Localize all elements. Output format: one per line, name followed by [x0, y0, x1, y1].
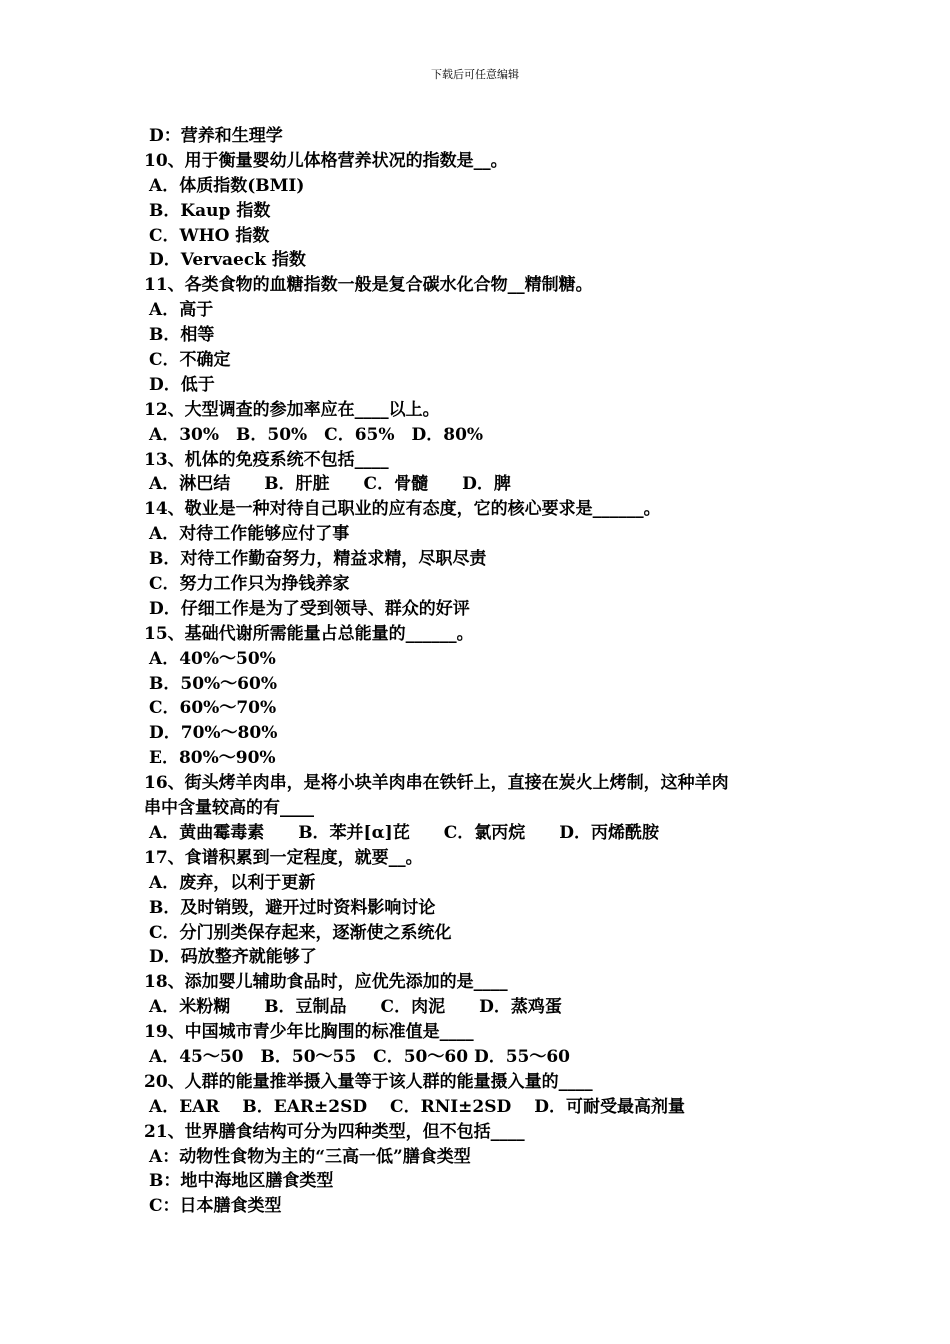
page-header: 下载后可任意编辑: [431, 68, 519, 81]
answer-option: A．对待工作能够应付了事: [149, 524, 350, 545]
question-text: 20、人群的能量推举摄入量等于该人群的能量摄入量的____: [144, 1071, 593, 1092]
answer-option: D：营养和生理学: [149, 126, 283, 146]
answer-option: A．黄曲霉毒素 B．苯并[α]芘 C．氯丙烷 D．丙烯酰胺: [149, 822, 659, 843]
answer-option: A．体质指数(BMI): [149, 175, 305, 196]
answer-option: B．对待工作勤奋努力，精益求精，尽职尽责: [149, 549, 487, 570]
answer-option: B．Kaup 指数: [149, 200, 271, 221]
answer-option: C．努力工作只为挣钱养家: [149, 574, 350, 595]
answer-option: C．分门别类保存起来，逐渐使之系统化: [149, 922, 452, 943]
answer-option: A．45～50 B．50～55 C．50～60 D．55～60: [149, 1046, 571, 1067]
answer-option: A．高于: [149, 300, 214, 321]
answer-option: E．80%～90%: [149, 748, 276, 769]
question-text: 14、敬业是一种对待自己职业的应有态度，它的核心要求是______。: [144, 499, 661, 520]
answer-option: C．60%～70%: [149, 698, 277, 719]
answer-option: A．废弃，以利于更新: [149, 872, 316, 893]
answer-option: C．不确定: [149, 350, 231, 371]
question-text: 16、街头烤羊肉串，是将小块羊肉串在铁钎上，直接在炭火上烤制，这种羊肉: [144, 773, 729, 794]
answer-option: A．30% B．50% C．65% D．80%: [149, 424, 484, 445]
document-body: [144, 124, 824, 1219]
answer-option: B．及时销毁，避开过时资料影响讨论: [149, 897, 436, 918]
question-text: 17、食谱积累到一定程度，就要__。: [144, 847, 423, 868]
answer-option: D．Vervaeck 指数: [149, 250, 306, 271]
answer-option: A：动物性食物为主的“三高一低”膳食类型: [149, 1146, 471, 1167]
answer-option: B：地中海地区膳食类型: [149, 1171, 334, 1192]
question-text: 18、添加婴儿辅助食品时，应优先添加的是____: [144, 972, 508, 993]
answer-option: A．40%～50%: [149, 648, 276, 669]
answer-option: B．50%～60%: [149, 673, 277, 694]
answer-option: D．低于: [149, 374, 215, 395]
answer-option: A．淋巴结 B．肝脏 C．骨髓 D．脾: [149, 474, 511, 495]
question-text: 13、机体的免疫系统不包括____: [144, 449, 389, 470]
answer-option: D．码放整齐就能够了: [149, 947, 317, 968]
question-text: 11、各类食物的血糖指数一般是复合碳水化合物__精制糖。: [144, 275, 593, 296]
question-text: 12、大型调查的参加率应在____以上。: [144, 399, 440, 420]
answer-option: A．米粉糊 B．豆制品 C．肉泥 D．蒸鸡蛋: [149, 997, 562, 1018]
answer-option: C．WHO 指数: [149, 225, 270, 246]
question-text: 19、中国城市青少年比胸围的标准值是____: [144, 1022, 474, 1043]
answer-option: B．相等: [149, 325, 215, 346]
answer-option: D．70%～80%: [149, 723, 278, 744]
question-text: 10、用于衡量婴幼儿体格营养状况的指数是__。: [144, 150, 508, 171]
question-text: 15、基础代谢所需能量占总能量的______。: [144, 623, 474, 644]
answer-option: D．仔细工作是为了受到领导、群众的好评: [149, 598, 470, 619]
answer-option: C：日本膳食类型: [149, 1196, 282, 1217]
question-text: 串中含量较高的有____: [144, 798, 314, 819]
question-text: 21、世界膳食结构可分为四种类型，但不包括____: [144, 1121, 525, 1142]
answer-option: A．EAR B．EAR±2SD C．RNI±2SD D．可耐受最高剂量: [149, 1096, 685, 1117]
